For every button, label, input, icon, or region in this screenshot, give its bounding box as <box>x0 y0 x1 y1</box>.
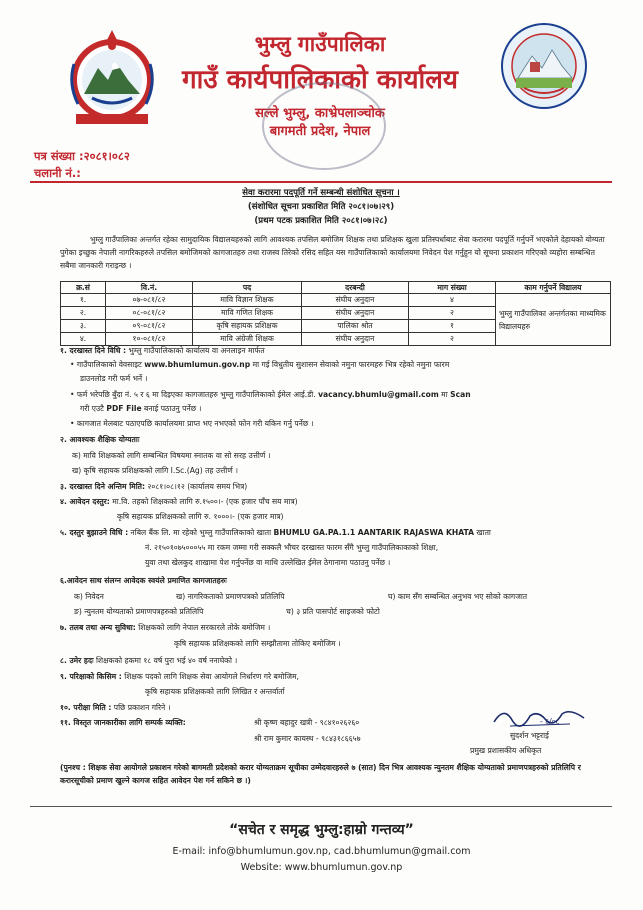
col-workplace: काम गर्नुपर्ने विद्यालय <box>496 282 611 294</box>
notice-intro: भुम्लु गाउँपालिका अन्तर्गत रहेका सामुदायिक विद्यालयहरुको लागि आवश्यक तपसिल बमोजिम शिक्षक तथा प्रशिक्षक खुला प्रतिस्पर्धाबाट सेवा करारमा पदपूर्ति गर्नुपर्ने भएकोले देहायको योग्यता पुगेका इच्छुक नेपाली नागरिकहरुले तपसिल बमोजिमको कागजातहरु तथा राजस्व तिरेको रसिद सहित यस गाउँपालिकाको कार्यालयमा निवेदन पेश गर्नुहुन यो सूचना प्रकाशन गरिएको व्यहोरा सम्बन्धित सबैमा जानकारी गराइन्छ । <box>60 235 605 270</box>
contact-person-2: श्री राम कुमार कायस्थ - ९८४३१८६६५७ <box>254 734 361 743</box>
cell-ad-no: ०९-०८१/८२ <box>106 320 193 333</box>
cell-ad-no: ०८-०८१/८२ <box>106 307 193 320</box>
bullet-text: • फर्म भरेपछि बुँदा नं. ५ र ६ मा दिइएका कागजातहरु भुम्लु गाउँपालिकाको ईमेल आई.डी. <box>70 390 319 399</box>
section-5-text: नबिल बैंक लि. मा रहेको भुम्लु गाउँपालिकाको खाता <box>128 528 274 537</box>
cell-position-source: संघीय अनुदान <box>302 307 409 320</box>
section-1-bullet-3: • कागजात मेलबाट पठाएपछि कार्यालयमा प्राप्त भए नभएको फोन गरी यकिन गर्नु पर्नेछ । <box>70 419 314 428</box>
cell-ad-no: ०७-०८१/८२ <box>106 294 193 307</box>
section-10-text: पछि प्रकाशन गरिने । <box>111 703 171 712</box>
footer-divider <box>30 806 612 807</box>
section-3 <box>60 481 247 493</box>
section-6-kha: ख) नागरिकताको प्रमाणपत्रको प्रतिलिपि <box>176 592 285 601</box>
cell-post: मावि अंग्रेजी शिक्षक <box>193 333 302 346</box>
contact-person-1: श्री कृष्ण बहादुर खत्री - ९८४१०२६२६० <box>254 718 360 727</box>
section-10-label: १०. परीक्षा मिति : <box>60 703 112 712</box>
bullet-text: बनाई पठाउनु पर्नेछ । <box>141 404 202 413</box>
cell-demand: २ <box>409 333 496 346</box>
section-6-ka: क) निवेदन <box>74 592 104 601</box>
municipality-name: भुम्लु गाउँपालिका <box>254 32 386 56</box>
table-row <box>61 294 611 307</box>
section-5-text: खाता <box>474 528 491 537</box>
dispatch-number: चलानी नं.: <box>34 166 81 180</box>
section-6-nga: ङ) न्युनतम योग्यताको प्रमाणपत्रहरुको प्रतिलिपि <box>74 607 204 616</box>
notice-title: सेवा करारमा पदपूर्ति गर्ने सम्बन्धी संशोधित सूचना । <box>242 188 400 198</box>
pdf-text: PDF File <box>106 404 142 413</box>
section-9 <box>60 671 299 683</box>
bullet-text: मा गई विधुतीय सुशासन सेवाको नमुना फारमहरु भित्र रहेको नमुना फारम <box>250 360 450 369</box>
office-address: सल्ले भुम्लु, काभ्रेपलाञ्चोक <box>255 106 385 121</box>
notice-revised-date: (संशोधित सूचना प्रकाशित मिति २०८१।०७।२९) <box>247 202 395 212</box>
section-3-text: २०८१।०८।१२ (कार्यालय समय भित्र) <box>145 482 248 491</box>
cell-demand: ४ <box>409 294 496 307</box>
signatory-name: सुदर्शन भट्टराई <box>510 731 549 740</box>
vacancy-table <box>60 281 611 346</box>
footer-email[interactable]: E-mail: info@bhumlumun.gov.np, cad.bhumlumun@gmail.com <box>172 846 471 857</box>
section-6-gha: घ) काम सँग सम्बन्धित अनुभव भए सोको कागजात <box>388 592 528 601</box>
table-header-row <box>61 282 611 294</box>
section-10 <box>60 702 171 714</box>
col-sn: क्र.सं <box>61 282 106 294</box>
cell-position-source: संघीय अनुदान <box>302 333 409 346</box>
cell-position-source: पालिका श्रोत <box>302 320 409 333</box>
cell-position-source: संघीय अनुदान <box>302 294 409 307</box>
section-7 <box>60 622 270 634</box>
section-4-text: मा.वि. तहको शिक्षकको लागि रु.१५००।- (एक हजार पाँच सय मात्र) <box>109 497 298 506</box>
cell-post: मावि विज्ञान शिक्षक <box>193 294 302 307</box>
scan-text: Scan <box>450 390 471 399</box>
cell-demand: २ <box>409 307 496 320</box>
nepal-emblem-icon <box>62 24 162 132</box>
section-2-b: ख) कृषि सहायक प्रशिक्षकको लागि I.Sc.(Ag) तह उत्तीर्ण । <box>72 466 239 475</box>
section-1-bullet-2 <box>70 389 471 401</box>
section-9-text: शिक्षक पदको लागि शिक्षक सेवा आयोगले निर्धारण गरे बमोजिम, <box>121 672 299 681</box>
section-9-b: कृषि सहायक प्रशिक्षकको लागि लिखित र अन्तर्वार्ता <box>145 687 285 696</box>
section-5-line-2: नं. २१५०१०७५०००५५ मा रकम जम्मा गरी सक्कलै भौचर दरखास्त फारम सँगै भुम्लु गाउँपालिकाकाको शिक्षा, <box>145 543 439 552</box>
col-demand: माग संख्या <box>409 282 496 294</box>
footer-slogan: “सचेत र समृद्ध भुम्लु:हाम्रो गन्तव्य” <box>229 822 414 838</box>
reference-number: पत्र संख्या :२०८१।०८२ <box>34 149 130 163</box>
section-8-text: शिक्षकको हकमा १८ वर्ष पुरा भई ४० वर्ष ननाघेको । <box>93 656 238 665</box>
cell-post: मावि गणित शिक्षक <box>193 307 302 320</box>
section-2-a: क) मावि शिक्षकको लागि सम्बन्धित विषयमा स्नातक वा सो सरह उत्तीर्ण । <box>72 451 271 460</box>
section-7-label: ७. तलब तथा अन्य सुविधा: <box>60 623 136 632</box>
footer-website[interactable]: Website: www.bhumlumun.gov.np <box>240 862 403 873</box>
header-divider <box>30 181 612 183</box>
section-7-b: कृषि सहायक प्रशिक्षकको लागि सम्झौतामा तोकिए बमोजिम । <box>174 639 341 648</box>
bullet-text: गरी एउटै <box>80 404 107 413</box>
col-position-source: दरबन्दी <box>302 282 409 294</box>
vacancy-email-link[interactable]: vacancy.bhumlu@gmail.com <box>318 390 439 399</box>
office-stamp <box>262 82 386 170</box>
notice-first-date: (प्रथम पटक प्रकाशित मिति २०८१।०७।२८) <box>254 216 388 226</box>
section-7-text: शिक्षकको लागि नेपाल सरकारले तोके बमोजिम । <box>135 623 271 632</box>
cell-post: कृषि सहायक प्रशिक्षक <box>193 320 302 333</box>
section-11-label: ११. विस्तृत जानकारीका लागि सम्पर्क व्यक्ति: <box>60 718 186 727</box>
section-6-label: ६.आवेदन साथ संलग्न आवेदक स्वयंले प्रमाणित कागजातहरुः <box>60 576 227 585</box>
section-6-cha: च) ३ प्रति पासपोर्ट साइजको फोटो <box>286 607 380 616</box>
cell-sn: ३. <box>61 320 106 333</box>
bullet-text: मा <box>438 390 451 399</box>
cell-sn: १. <box>61 294 106 307</box>
office-province: बागमती प्रदेश, नेपाल <box>269 124 371 139</box>
section-9-label: ९. परिक्षाको किसिम : <box>60 672 122 681</box>
section-4 <box>60 496 298 508</box>
cell-sn: ४. <box>61 333 106 346</box>
bank-account-name: BHUMLU GA.PA.1.1 AANTARIK RAJASWA KHATA <box>273 528 474 537</box>
section-8-label: ८. उमेर हदः <box>60 656 94 665</box>
office-title: गाउँ कार्यपालिकाको कार्यालय <box>182 65 458 95</box>
section-4-label: ४. आवेदन दस्तुर: <box>60 497 110 506</box>
section-1-label: १. दरखास्त दिने विधि : <box>60 346 127 355</box>
signature-date: - ६/०८ <box>540 717 560 726</box>
section-2-label: २. आवश्यक शैक्षिक योग्यताः <box>60 435 140 444</box>
section-1-bullet-2-cont <box>80 403 201 415</box>
notice-footnote: (पुनश्च : शिक्षक सेवा आयोगले प्रकाशन गरेको बागमती प्रदेशको करार योग्यताक्रम सूचीका उम्मेदवारहरुले ७ (सात) दिन भित्र आवश्यक न्युनतम शैक्षिक योग्यताको प्रमाणपत्रहरुको प्रतिलिपि र करारसूचीको प्रमाण खुल्ने कागज सहित आवेदन पेश गर्न सकिने छ ।) <box>60 763 581 785</box>
section-5-label: ५. दस्तुर बुझाउने विधि : <box>60 528 129 537</box>
cell-sn: २. <box>61 307 106 320</box>
section-1 <box>60 345 265 357</box>
section-4-b: कृषि सहायक प्रशिक्षकको लागि रु. १०००।- (एक हजार मात्र) <box>117 512 284 521</box>
cell-workplace: भुम्लु गाउँपालिका अन्तर्गतका माध्यमिक विद्यालयहरु <box>496 294 611 346</box>
section-5 <box>60 527 491 539</box>
cell-demand: १ <box>409 320 496 333</box>
municipality-seal-icon <box>500 22 588 110</box>
signatory-title: प्रमुख प्रशासकीय अधिकृत <box>470 746 542 755</box>
section-5-line-3: युवा तथा खेलकुद शाखामा पेश गर्नुपर्नेछ वा माथि उल्लेखित ईमेल ठेगानामा पठाउनु पर्नेछ । <box>145 558 391 567</box>
section-1-text: भुम्लु गाउँपालिकाको कार्यालय वा अनलाइन मार्फत <box>126 346 265 355</box>
section-1-bullet-1-cont: डाउनलोड गरी फर्म भर्ने । <box>80 374 148 383</box>
col-post: पद <box>193 282 302 294</box>
section-8 <box>60 655 237 667</box>
website-link[interactable]: www.bhumlumun.gov.np <box>144 360 251 369</box>
section-3-label: ३. दरखास्त दिने अन्तिम मिति: <box>60 482 146 491</box>
bullet-text: • गाउँपालिकाको वेवसाइट <box>70 360 145 369</box>
section-1-bullet-1 <box>70 359 449 371</box>
col-ad-no: वि.नं. <box>106 282 193 294</box>
cell-ad-no: १०-०८१/८२ <box>106 333 193 346</box>
